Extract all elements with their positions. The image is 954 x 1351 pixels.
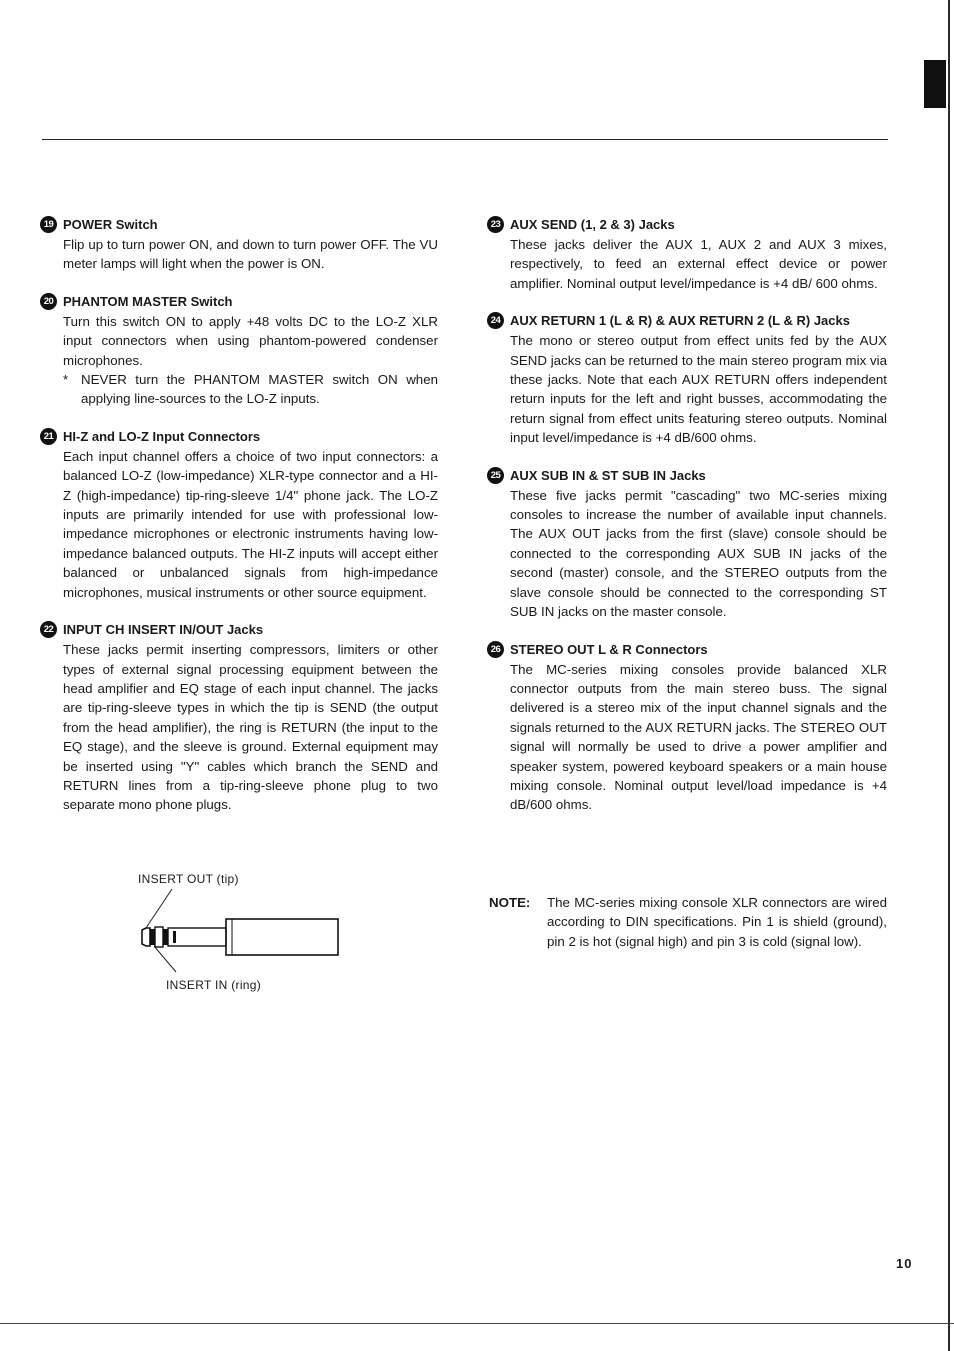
section-heading	[40, 215, 438, 235]
section-heading	[40, 292, 438, 312]
insert-out-label: INSERT OUT (tip)	[138, 872, 239, 886]
section-number-badge: 26	[487, 641, 504, 658]
section-insert-jacks	[40, 620, 438, 815]
section-number-badge: 25	[487, 467, 504, 484]
section-number-badge: 22	[40, 621, 57, 638]
asterisk-marker: *	[63, 372, 69, 388]
section-body: Each input channel offers a choice of two input connectors: a balanced LO-Z (low-impedance) XLR-type connector and a HI-Z (high-impedance) tip-ring-sleeve 1/4" phone jack. The LO-Z inputs are primarily intended for use with professional low-impedance microphones or electronic instruments having low-impedance balanced outputs. The HI-Z inputs will accept either balanced or unbalanced signals from high-impedance microphones, musical instruments or other source equipment.	[63, 448, 438, 600]
section-body: The mono or stereo output from effect units fed by the AUX SEND jacks can be returned to the main stereo program mix via these jacks. Note that each AUX RETURN offers independent return inputs for the left and right busses, accommodating the return signal from effect units featuring stereo outputs. Nominal input level/impedance is +4 dB/600 ohms.	[510, 333, 887, 446]
warning-note	[63, 370, 438, 409]
warning-text: NEVER turn the PHANTOM MASTER switch ON when applying line-sources to the LO-Z inputs.	[81, 372, 438, 407]
din-note	[489, 893, 887, 951]
phone-plug-figure	[128, 866, 368, 996]
section-title: AUX RETURN 1 (L & R) & AUX RETURN 2 (L & R) Jacks	[510, 313, 850, 329]
section-aux-send	[487, 215, 887, 293]
section-number-badge: 24	[487, 312, 504, 329]
section-body: The MC-series mixing consoles provide balanced XLR connector outputs from the main stereo buss. The signal delivered is a stereo mix of the input channel signals and the signals returned to the AUX RETURN jacks. The STEREO OUT signal will normally be used to drive a power amplifier and speaker system, powered keyboard speakers or a main house mixing console. Nominal output level/load impedance is +4 dB/600 ohms.	[510, 661, 887, 813]
note-body: The MC-series mixing console XLR connectors are wired according to DIN specifications. Pin 1 is shield (ground), pin 2 is hot (signal high) and pin 3 is cold (signal low).	[547, 895, 887, 949]
section-aux-sub-in	[487, 466, 887, 622]
section-heading	[40, 620, 438, 640]
section-body: These jacks permit inserting compressors, limiters or other types of external signal processing equipment between the head amplifier and EQ stage of each input channel. The jacks are tip-ring-sleeve types in which the tip is SEND (the output from the head amplifier), the ring is RETURN (the input to the EQ stage), and the sleeve is ground. External equipment may be inserted using "Y" cables which branch the SEND and RETURN lines from a tip-ring-sleeve phone plug to two separate mono phone plugs.	[63, 642, 438, 813]
section-title: AUX SUB IN & ST SUB IN Jacks	[510, 467, 706, 483]
section-number-badge: 21	[40, 428, 57, 445]
left-column	[40, 215, 438, 833]
section-heading	[487, 640, 887, 660]
header-rule	[42, 139, 888, 140]
section-title: AUX SEND (1, 2 & 3) Jacks	[510, 217, 675, 232]
page-edge-line	[948, 0, 950, 1351]
section-power-switch	[40, 215, 438, 274]
section-number-badge: 19	[40, 216, 57, 233]
section-heading	[487, 215, 887, 235]
section-heading	[487, 311, 887, 331]
right-column	[487, 215, 887, 833]
section-number-badge: 20	[40, 293, 57, 310]
section-title: INPUT CH INSERT IN/OUT Jacks	[63, 622, 264, 638]
section-aux-return	[487, 311, 887, 447]
section-title: HI-Z and LO-Z Input Connectors	[63, 428, 261, 444]
page-edge-tab	[924, 60, 946, 108]
trs-plug-drawing	[128, 866, 368, 996]
note-label: NOTE:	[489, 895, 531, 910]
section-stereo-out	[487, 640, 887, 815]
section-body: Flip up to turn power ON, and down to turn power OFF. The VU meter lamps will light when the power is ON.	[63, 237, 438, 272]
section-number-badge: 23	[487, 216, 504, 233]
section-title: STEREO OUT L & R Connectors	[510, 641, 708, 657]
insert-in-label: INSERT IN (ring)	[166, 978, 262, 992]
section-hi-lo-z-connectors	[40, 427, 438, 602]
section-body: Turn this switch ON to apply +48 volts DC to the LO-Z XLR input connectors when using phantom-powered condenser microphones.	[63, 313, 438, 368]
section-heading	[487, 466, 887, 486]
page-number: 10	[896, 1256, 913, 1271]
section-title: POWER Switch	[63, 217, 158, 232]
section-body: These five jacks permit "cascading" two MC-series mixing consoles to increase the number of available input channels. The AUX OUT jacks from the first (slave) console should be connected to the corresponding AUX SUB IN jacks of the second (master) console, and the STEREO outputs from the slave console should be connected to the corresponding ST SUB IN jacks on the master console.	[510, 487, 887, 620]
footer-rule	[0, 1323, 954, 1324]
section-phantom-master	[40, 292, 438, 409]
section-body: These jacks deliver the AUX 1, AUX 2 and AUX 3 mixes, respectively, to feed an external effect device or power amplifier. Nominal output level/impedance is +4 dB/ 600 ohms.	[510, 237, 887, 291]
section-heading	[40, 427, 438, 447]
section-title: PHANTOM MASTER Switch	[63, 293, 233, 309]
